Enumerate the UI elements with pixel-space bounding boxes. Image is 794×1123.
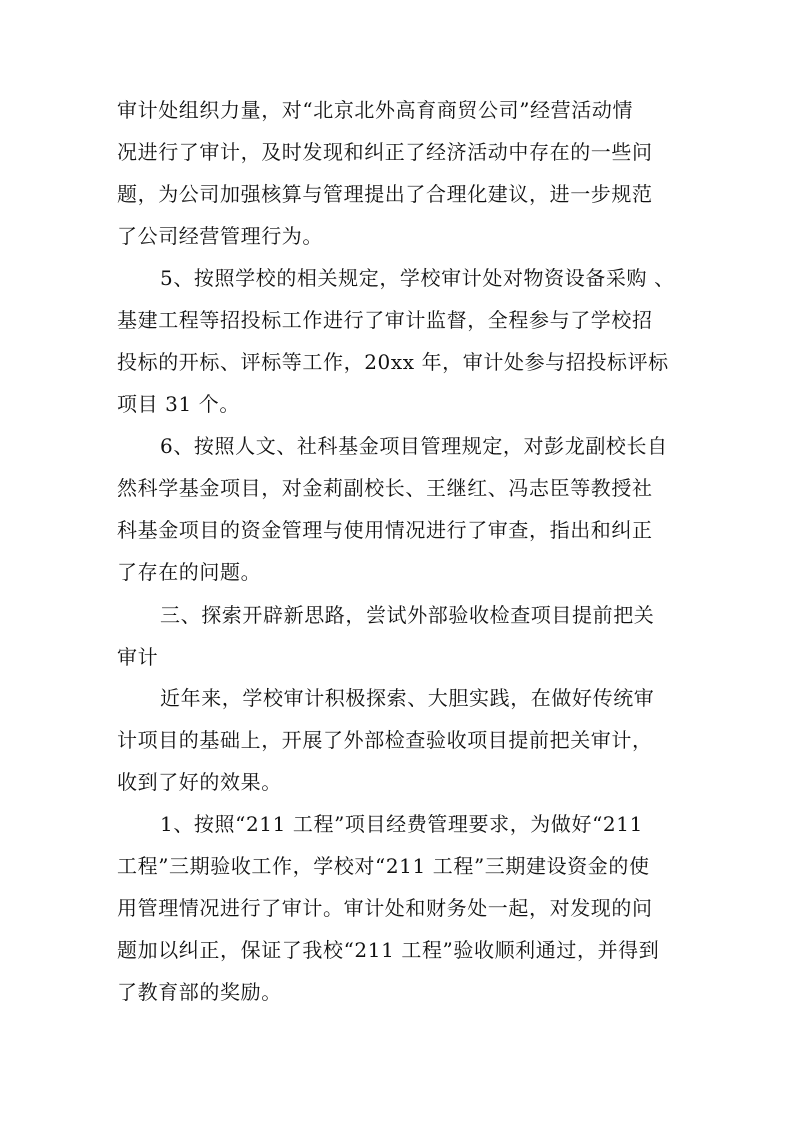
text-line: 5、按照学校的相关规定，学校审计处对物资设备采购 、 <box>160 266 675 290</box>
text-line: 题加以纠正，保证了我校“211 工程”验收顺利通过，并得到 <box>117 938 660 962</box>
text-line: 近年来，学校审计积极探索、大胆实践，在做好传统审 <box>160 686 655 710</box>
text-line: 况进行了审计，及时发现和纠正了经济活动中存在的一些问 <box>117 140 653 164</box>
text-line: 用管理情况进行了审计。审计处和财务处一起，对发现的问 <box>117 896 653 920</box>
text-line: 了公司经营管理行为。 <box>117 224 323 248</box>
text-line: 了存在的问题。 <box>117 560 262 584</box>
text-line: 项目 31 个。 <box>117 392 240 416</box>
text-line: 题，为公司加强核算与管理提出了合理化建议，进一步规范 <box>117 182 653 206</box>
text-line: 工程”三期验收工作，学校对“211 工程”三期建设资金的使 <box>117 854 650 878</box>
text-line: 收到了好的效果。 <box>117 770 282 794</box>
text-line: 6、按照人文、社科基金项目管理规定，对彭龙副校长自 <box>160 434 668 458</box>
text-line: 科基金项目的资金管理与使用情况进行了审查，指出和纠正 <box>117 518 653 542</box>
section-heading: 三、探索开辟新思路，尝试外部验收检查项目提前把关 <box>160 603 655 627</box>
text-line: 基建工程等招投标工作进行了审计监督，全程参与了学校招 <box>117 308 653 332</box>
text-line: 了教育部的奖励。 <box>117 980 282 1004</box>
section-heading: 审计 <box>117 645 159 669</box>
text-line: 然科学基金项目，对金莉副校长、王继红、冯志臣等教授社 <box>117 476 653 500</box>
text-line: 1、按照“211 工程”项目经费管理要求，为做好“211 <box>160 812 643 836</box>
text-line: 审计处组织力量，对“北京北外高育商贸公司”经营活动情 <box>117 98 634 122</box>
text-line: 计项目的基础上，开展了外部检查验收项目提前把关审计， <box>117 728 653 752</box>
text-line: 投标的开标、评标等工作，20xx 年，审计处参与招投标评标 <box>117 350 669 374</box>
